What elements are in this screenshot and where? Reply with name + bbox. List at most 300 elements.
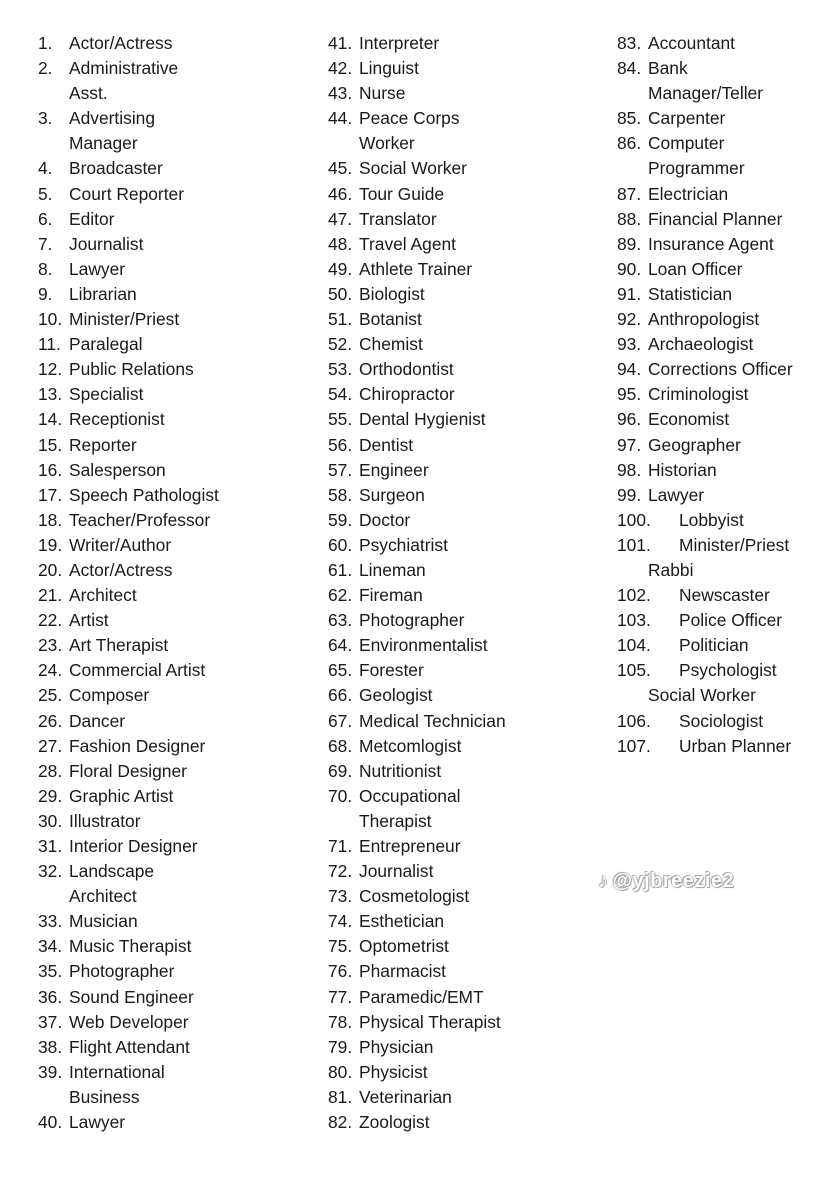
career-title: Illustrator <box>69 810 141 831</box>
item-number: 54. <box>328 384 353 405</box>
career-title: Accountant <box>648 33 736 53</box>
career-list-item <box>328 859 598 884</box>
career-list-item <box>328 282 598 307</box>
item-number: 85. <box>617 108 642 129</box>
career-list-item <box>617 407 817 432</box>
career-list-item <box>617 131 817 181</box>
item-number: 68. <box>328 735 353 756</box>
career-list-item <box>38 759 308 784</box>
career-title: Statistician <box>648 283 733 304</box>
career-title-continued: Programmer <box>648 158 745 179</box>
career-title-continued: Worker <box>359 133 415 154</box>
career-title: Fireman <box>359 585 423 606</box>
career-title: Physician <box>359 1036 434 1057</box>
item-number: 39. <box>38 1061 63 1082</box>
career-title: Librarian <box>69 283 137 304</box>
item-number: 43. <box>328 83 353 104</box>
item-number: 81. <box>328 1086 353 1107</box>
item-number: 9. <box>38 283 53 304</box>
career-list-item <box>328 56 598 81</box>
career-title: Financial Planner <box>648 208 783 229</box>
career-list-item <box>38 382 308 407</box>
item-number: 66. <box>328 685 353 706</box>
item-number: 6. <box>38 208 53 229</box>
career-list-item <box>328 1035 598 1060</box>
item-number: 24. <box>38 660 63 681</box>
career-title: Pharmacist <box>359 961 446 982</box>
career-list-item <box>38 859 308 909</box>
career-list-item <box>328 759 598 784</box>
item-number: 88. <box>617 208 642 229</box>
item-number: 106. <box>617 710 651 731</box>
career-list-item <box>328 458 598 483</box>
career-title: Nurse <box>359 83 406 104</box>
career-list-item <box>328 332 598 357</box>
career-list-item <box>328 407 598 432</box>
item-number: 51. <box>328 309 353 330</box>
career-title: Geologist <box>359 685 433 706</box>
career-list-item <box>328 683 598 708</box>
item-number: 7. <box>38 233 53 254</box>
career-list-item <box>617 583 817 608</box>
career-list-item <box>328 1110 598 1135</box>
item-number: 25. <box>38 685 63 706</box>
career-list-item <box>617 382 817 407</box>
career-title: Interior Designer <box>69 836 198 856</box>
career-list-item <box>617 709 817 734</box>
career-list-item <box>38 809 308 834</box>
career-title: Interpreter <box>359 33 440 53</box>
career-title: Graphic Artist <box>69 785 174 806</box>
career-list-item <box>38 156 308 181</box>
career-title: Fashion Designer <box>69 735 206 756</box>
item-number: 34. <box>38 936 63 957</box>
career-title: Composer <box>69 685 150 706</box>
item-number: 72. <box>328 861 353 882</box>
career-list-item <box>328 106 598 156</box>
career-title: Politician <box>679 635 749 656</box>
item-number: 20. <box>38 559 63 580</box>
career-title: Sociologist <box>679 710 764 731</box>
career-list-item <box>328 207 598 232</box>
career-title-continued: Architect <box>69 886 137 907</box>
career-list-item <box>38 407 308 432</box>
item-number: 52. <box>328 334 353 355</box>
item-number: 95. <box>617 384 642 405</box>
career-list-item <box>328 307 598 332</box>
career-list-item <box>38 182 308 207</box>
career-list-item <box>617 56 817 106</box>
career-title: Computer <box>648 133 725 154</box>
career-list-item <box>38 985 308 1010</box>
career-title: Travel Agent <box>359 233 456 254</box>
career-title: Musician <box>69 911 138 932</box>
career-title: Newscaster <box>679 585 770 606</box>
item-number: 26. <box>38 710 63 731</box>
item-number: 99. <box>617 484 642 505</box>
item-number: 35. <box>38 961 63 982</box>
career-title: Carpenter <box>648 108 726 129</box>
career-list-item <box>617 458 817 483</box>
item-number: 22. <box>38 610 63 631</box>
item-number: 30. <box>38 810 63 831</box>
career-title: Court Reporter <box>69 183 185 204</box>
career-title: Lawyer <box>69 258 126 279</box>
item-number: 38. <box>38 1036 63 1057</box>
item-number: 98. <box>617 459 642 480</box>
item-number: 37. <box>38 1011 63 1032</box>
career-title: Photographer <box>359 610 465 631</box>
item-number: 101. <box>617 534 651 555</box>
career-title: Cosmetologist <box>359 886 470 907</box>
career-title: Psychiatrist <box>359 534 448 555</box>
career-list-item <box>617 483 817 508</box>
career-list-item <box>328 784 598 834</box>
career-title-continued: Manager <box>69 133 138 154</box>
career-list-item <box>328 533 598 558</box>
item-number: 2. <box>38 58 53 79</box>
career-column-3 <box>617 31 817 759</box>
career-list-item <box>328 156 598 181</box>
career-title: Physicist <box>359 1061 428 1082</box>
career-list-item <box>617 282 817 307</box>
item-number: 79. <box>328 1036 353 1057</box>
career-title: Peace Corps <box>359 108 460 129</box>
career-title: Minister/Priest <box>679 534 790 555</box>
career-title: Photographer <box>69 961 175 982</box>
career-title: Anthropologist <box>648 309 760 330</box>
career-list-item <box>38 458 308 483</box>
career-title: Floral Designer <box>69 760 187 781</box>
item-number: 57. <box>328 459 353 480</box>
career-list-item <box>617 307 817 332</box>
career-list-item <box>617 608 817 633</box>
item-number: 31. <box>38 836 63 856</box>
item-number: 56. <box>328 434 353 455</box>
career-title: Environmentalist <box>359 635 488 656</box>
career-list-item <box>38 357 308 382</box>
item-number: 83. <box>617 33 642 53</box>
career-title: Social Worker <box>359 158 467 179</box>
item-number: 3. <box>38 108 53 129</box>
career-title: Landscape <box>69 861 155 882</box>
item-number: 21. <box>38 585 63 606</box>
career-list-item <box>328 834 598 859</box>
career-list-item <box>328 81 598 106</box>
career-list-item <box>617 232 817 257</box>
career-list-item <box>38 1110 308 1135</box>
item-number: 4. <box>38 158 53 179</box>
career-title: Speech Pathologist <box>69 484 219 505</box>
career-list-item <box>617 658 817 708</box>
career-title: Criminologist <box>648 384 749 405</box>
item-number: 69. <box>328 760 353 781</box>
career-list-item <box>617 207 817 232</box>
item-number: 27. <box>38 735 63 756</box>
career-title: Dental Hygienist <box>359 409 486 430</box>
career-title: Web Developer <box>69 1011 189 1032</box>
career-title: Receptionist <box>69 409 165 430</box>
career-list-item <box>617 357 817 382</box>
career-title: Botanist <box>359 309 422 330</box>
career-list-item <box>38 533 308 558</box>
item-number: 74. <box>328 911 353 932</box>
career-title: Archaeologist <box>648 334 754 355</box>
career-list-item <box>328 884 598 909</box>
career-list-item <box>328 382 598 407</box>
item-number: 64. <box>328 635 353 656</box>
career-title-continued: Manager/Teller <box>648 83 764 104</box>
item-number: 46. <box>328 183 353 204</box>
item-number: 84. <box>617 58 642 79</box>
item-number: 10. <box>38 309 63 330</box>
career-title: Psychologist <box>679 660 777 681</box>
career-list-item <box>328 257 598 282</box>
career-title: Police Officer <box>679 610 783 631</box>
career-title: Advertising <box>69 108 156 129</box>
career-list-item <box>38 31 308 56</box>
career-title: Medical Technician <box>359 710 506 731</box>
item-number: 65. <box>328 660 353 681</box>
career-title: Corrections Officer <box>648 359 793 380</box>
career-list-item <box>38 307 308 332</box>
career-list-item <box>38 332 308 357</box>
career-title: Commercial Artist <box>69 660 206 681</box>
career-list-item <box>328 508 598 533</box>
career-title: Geographer <box>648 434 741 455</box>
career-list-item <box>38 909 308 934</box>
career-list-item <box>328 658 598 683</box>
career-list-item <box>328 1010 598 1035</box>
career-list-item <box>328 985 598 1010</box>
item-number: 86. <box>617 133 642 154</box>
career-list-item <box>38 1010 308 1035</box>
career-list-item <box>38 583 308 608</box>
career-list-item <box>38 558 308 583</box>
item-number: 107. <box>617 735 651 756</box>
career-title: Flight Attendant <box>69 1036 190 1057</box>
career-title: Veterinarian <box>359 1086 452 1107</box>
career-list-item <box>38 658 308 683</box>
career-title: Chemist <box>359 334 423 355</box>
item-number: 8. <box>38 258 53 279</box>
item-number: 12. <box>38 359 63 380</box>
career-list-item <box>38 508 308 533</box>
career-title: Surgeon <box>359 484 425 505</box>
career-title-continued: Therapist <box>359 810 432 831</box>
item-number: 48. <box>328 233 353 254</box>
career-list-item <box>38 282 308 307</box>
career-list-item <box>328 1085 598 1110</box>
career-title-continued: Business <box>69 1086 140 1107</box>
career-title: Administrative <box>69 58 179 79</box>
career-list-item <box>38 483 308 508</box>
item-number: 73. <box>328 886 353 907</box>
item-number: 100. <box>617 509 651 530</box>
career-title: Electrician <box>648 183 729 204</box>
item-number: 60. <box>328 534 353 555</box>
career-title: Architect <box>69 585 137 606</box>
career-list-item <box>38 1060 308 1110</box>
item-number: 50. <box>328 283 353 304</box>
career-title: Economist <box>648 409 730 430</box>
career-title: Actor/Actress <box>69 33 173 53</box>
career-title: Writer/Author <box>69 534 172 555</box>
item-number: 42. <box>328 58 353 79</box>
career-list-item <box>38 232 308 257</box>
career-list-item <box>38 734 308 759</box>
career-title: Zoologist <box>359 1112 430 1133</box>
career-list-item <box>38 207 308 232</box>
career-title: Reporter <box>69 434 137 455</box>
career-title: Biologist <box>359 283 425 304</box>
career-list-item <box>617 508 817 533</box>
career-title: Lawyer <box>648 484 705 505</box>
item-number: 32. <box>38 861 63 882</box>
item-number: 90. <box>617 258 642 279</box>
career-list-item <box>328 909 598 934</box>
item-number: 23. <box>38 635 63 656</box>
item-number: 47. <box>328 208 353 229</box>
career-column-1 <box>38 31 308 1135</box>
career-title: Loan Officer <box>648 258 743 279</box>
career-title: Orthodontist <box>359 359 454 380</box>
career-title: Translator <box>359 208 437 229</box>
career-list-item <box>38 633 308 658</box>
career-list-item <box>38 106 308 156</box>
career-list-item <box>328 959 598 984</box>
career-list-item <box>328 734 598 759</box>
career-title: Broadcaster <box>69 158 163 179</box>
career-title: Urban Planner <box>679 735 792 756</box>
career-title: Insurance Agent <box>648 233 774 254</box>
career-list-item <box>328 1060 598 1085</box>
item-number: 67. <box>328 710 353 731</box>
item-number: 71. <box>328 836 353 856</box>
career-title: Nutritionist <box>359 760 442 781</box>
career-title: Lineman <box>359 559 426 580</box>
career-title: Journalist <box>359 861 434 882</box>
career-list-item <box>38 934 308 959</box>
career-list-item <box>38 433 308 458</box>
item-number: 14. <box>38 409 63 430</box>
item-number: 63. <box>328 610 353 631</box>
item-number: 87. <box>617 183 642 204</box>
career-title: Art Therapist <box>69 635 169 656</box>
item-number: 15. <box>38 434 63 455</box>
career-title: Chiropractor <box>359 384 455 405</box>
item-number: 97. <box>617 434 642 455</box>
item-number: 19. <box>38 534 63 555</box>
career-title: Linguist <box>359 58 419 79</box>
career-list-item <box>328 31 598 56</box>
career-title: Physical Therapist <box>359 1011 501 1032</box>
item-number: 61. <box>328 559 353 580</box>
career-title: Forester <box>359 660 424 681</box>
item-number: 92. <box>617 309 642 330</box>
item-number: 16. <box>38 459 63 480</box>
career-list-item <box>328 608 598 633</box>
career-title: Occupational <box>359 785 461 806</box>
item-number: 5. <box>38 183 53 204</box>
career-title: Esthetician <box>359 911 445 932</box>
career-title: Journalist <box>69 233 144 254</box>
item-number: 18. <box>38 509 63 530</box>
career-title: Bank <box>648 58 688 79</box>
career-title: Lawyer <box>69 1112 126 1133</box>
item-number: 89. <box>617 233 642 254</box>
item-number: 40. <box>38 1112 63 1133</box>
career-title: Dentist <box>359 434 414 455</box>
item-number: 36. <box>38 986 63 1007</box>
watermark <box>598 870 734 893</box>
item-number: 1. <box>38 33 53 53</box>
item-number: 96. <box>617 409 642 430</box>
career-list-item <box>38 608 308 633</box>
item-number: 58. <box>328 484 353 505</box>
career-title: Teacher/Professor <box>69 509 211 530</box>
item-number: 104. <box>617 635 651 656</box>
item-number: 59. <box>328 509 353 530</box>
career-title-continued: Asst. <box>69 83 108 104</box>
career-list-item <box>38 56 308 106</box>
career-list-item <box>38 834 308 859</box>
career-column-2 <box>328 31 598 1135</box>
item-number: 55. <box>328 409 353 430</box>
item-number: 44. <box>328 108 353 129</box>
item-number: 93. <box>617 334 642 355</box>
career-list-item <box>617 734 817 759</box>
career-list-item <box>617 633 817 658</box>
career-title: Paramedic/EMT <box>359 986 484 1007</box>
item-number: 28. <box>38 760 63 781</box>
career-title: Public Relations <box>69 359 194 380</box>
item-number: 62. <box>328 585 353 606</box>
item-number: 82. <box>328 1112 353 1133</box>
career-title: Metcomlogist <box>359 735 462 756</box>
item-number: 105. <box>617 660 651 681</box>
item-number: 94. <box>617 359 642 380</box>
career-title: Doctor <box>359 509 411 530</box>
career-list-item <box>617 257 817 282</box>
career-title: Tour Guide <box>359 183 445 204</box>
item-number: 78. <box>328 1011 353 1032</box>
career-title: Minister/Priest <box>69 309 180 330</box>
career-list-item <box>328 182 598 207</box>
career-title: Engineer <box>359 459 429 480</box>
item-number: 75. <box>328 936 353 957</box>
career-list-item <box>617 433 817 458</box>
career-list-item <box>38 683 308 708</box>
career-list-item <box>617 106 817 131</box>
item-number: 49. <box>328 258 353 279</box>
career-list-item <box>38 709 308 734</box>
item-number: 29. <box>38 785 63 806</box>
career-title: Historian <box>648 459 717 480</box>
career-title: Artist <box>69 610 109 631</box>
item-number: 102. <box>617 585 651 606</box>
item-number: 45. <box>328 158 353 179</box>
item-number: 76. <box>328 961 353 982</box>
career-title: Optometrist <box>359 936 449 957</box>
career-list-item <box>38 257 308 282</box>
career-list-item <box>328 633 598 658</box>
tiktok-icon: ♪ <box>598 870 609 892</box>
career-list-item <box>38 959 308 984</box>
item-number: 91. <box>617 283 642 304</box>
career-title: Salesperson <box>69 459 166 480</box>
career-title: Specialist <box>69 384 144 405</box>
